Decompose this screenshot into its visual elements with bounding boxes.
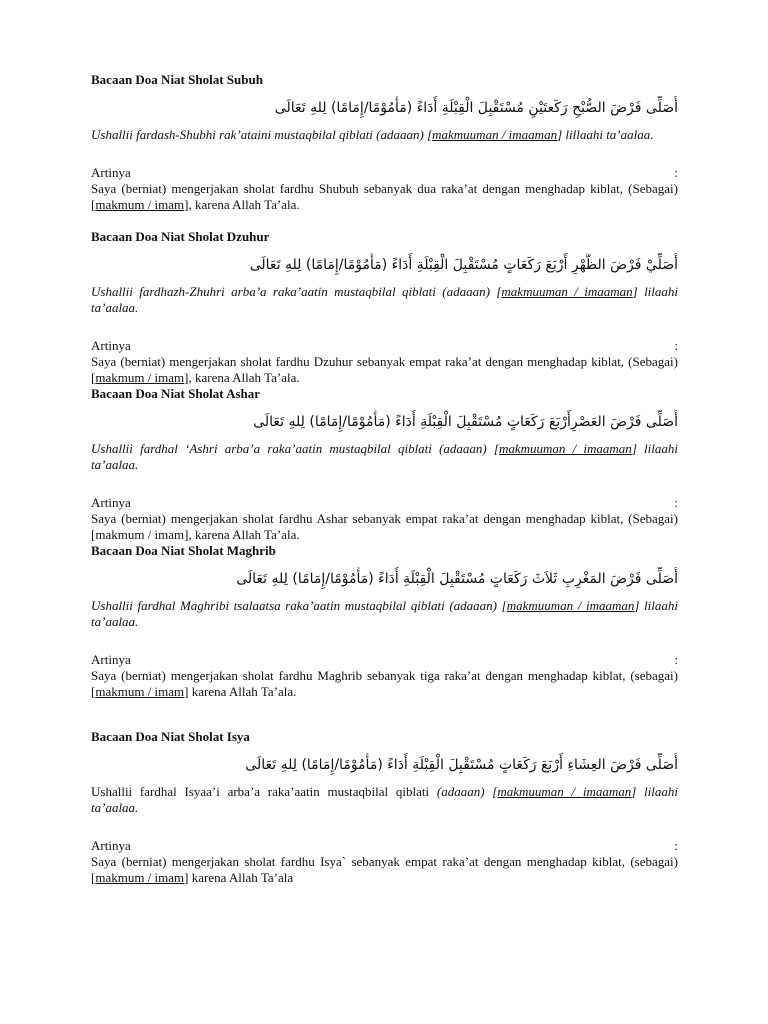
artinya-row bbox=[91, 338, 678, 354]
arabic-niat: أُصَلِّى فَرْضَ الصُّبْحِ رَكَعتَيْنِ مُسْتَقْبِلَ الْقِبْلَةِ أَدَاءً (مَأْمُوْمًا/إِمَامًا) لِلهِ تَعَالَى bbox=[274, 100, 678, 116]
arabic-niat: أُصَلِّى فَرْضَ العِشَاءِ أَرْبَعَ رَكَعَاتٍ مُسْتَقْبِلَ الْقِبْلَةِ أَدَاءً (مَأْمُوْمًا/إِمَامًا) لِلهِ تَعَالَى bbox=[245, 757, 678, 773]
latin-transliteration bbox=[91, 441, 678, 473]
meaning-part: Saya (berniat) mengerjakan sholat fardhu Isya` sebanyak empat raka’at dengan menghadap kiblat, (sebagai) [ bbox=[91, 854, 678, 885]
section-subuh bbox=[91, 72, 678, 213]
artinya-colon: : bbox=[674, 652, 678, 667]
meaning-part-end: ], karena Allah Ta’ala. bbox=[184, 370, 300, 385]
section-heading: Bacaan Doa Niat Sholat Ashar bbox=[91, 386, 261, 401]
latin-text: Ushallii fardhal ‘Ashri arba’a raka’aatin mustaqbilal qiblati (adaaan) [ bbox=[91, 441, 499, 456]
artinya-label: Artinya bbox=[91, 652, 131, 667]
latin-underlined: makmuuman / imaaman bbox=[497, 784, 632, 799]
artinya-row bbox=[91, 495, 678, 511]
latin-text-italic: (adaaan) [ bbox=[436, 784, 498, 799]
artinya-row bbox=[91, 165, 678, 181]
artinya-colon: : bbox=[674, 495, 678, 510]
latin-text-end: ] lilaahi ta’aalaa. bbox=[91, 784, 678, 815]
latin-text-end: ] lilaahi ta’aalaa. bbox=[91, 598, 679, 629]
meaning-underlined: makmum / imam bbox=[95, 684, 185, 699]
meaning-text bbox=[91, 668, 678, 700]
section-dzuhur bbox=[91, 229, 678, 386]
latin-text: Ushallii fardhal Isyaa’i arba’a raka’aatin mustaqbilal qiblati bbox=[91, 784, 437, 799]
section-heading: Bacaan Doa Niat Sholat Isya bbox=[91, 729, 250, 744]
meaning-underlined: makmum / imam bbox=[95, 870, 185, 885]
meaning-part-end: ] karena Allah Ta’ala bbox=[184, 870, 294, 885]
latin-underlined: makmuuman / imaaman bbox=[506, 598, 635, 613]
latin-transliteration bbox=[91, 598, 678, 630]
latin-transliteration bbox=[91, 127, 678, 143]
meaning-underlined: makmum / imam bbox=[95, 370, 185, 385]
section-ashar bbox=[91, 386, 678, 543]
artinya-label: Artinya bbox=[91, 838, 131, 853]
meaning-part: Saya (berniat) mengerjakan sholat fardhu Maghrib sebanyak tiga raka’at dengan menghadap kiblat, (sebagai) [ bbox=[91, 668, 678, 699]
latin-text: Ushallii fardhazh-Zhuhri arba’a raka’aatin mustaqbilal qiblati (adaaan) [ bbox=[91, 284, 502, 299]
artinya-label: Artinya bbox=[91, 338, 131, 353]
latin-text-end: ] lillaahi ta’aalaa. bbox=[557, 127, 654, 142]
latin-text: Ushallii fardhal Maghribi tsalaatsa raka’aatin mustaqbilal qiblati (adaaan) [ bbox=[91, 598, 507, 613]
section-isya bbox=[91, 729, 678, 886]
latin-transliteration bbox=[91, 284, 678, 316]
artinya-row bbox=[91, 652, 678, 668]
artinya-label: Artinya bbox=[91, 165, 131, 180]
arabic-niat: أُصَلِّيْ فَرْضَ الظُّهْرِ أَرْبَعَ رَكَعَاتٍ مُسْتَقْبِلَ الْقِبْلَةِ أَدَاءً (مَأْمُوْمًا/إِمَامًا) لِلهِ تَعَالَى bbox=[249, 257, 678, 273]
meaning-part-end: ] karena Allah Ta’ala. bbox=[184, 684, 297, 699]
meaning-text bbox=[91, 511, 678, 543]
artinya-colon: : bbox=[674, 838, 678, 853]
meaning-underlined: makmum / imam bbox=[95, 197, 185, 212]
latin-underlined: makmuuman / imaaman bbox=[499, 441, 632, 456]
meaning-text bbox=[91, 854, 678, 886]
section-heading: Bacaan Doa Niat Sholat Subuh bbox=[91, 72, 263, 87]
artinya-label: Artinya bbox=[91, 495, 131, 510]
meaning-part: Saya (berniat) mengerjakan sholat fardhu Dzuhur sebanyak empat raka’at dengan menghadap kiblat, (Sebagai) [ bbox=[91, 354, 678, 385]
section-heading: Bacaan Doa Niat Sholat Maghrib bbox=[91, 543, 276, 558]
latin-underlined: makmuuman / imaaman bbox=[432, 127, 558, 142]
meaning-part: Saya (berniat) mengerjakan sholat fardhu Ashar sebanyak empat raka’at dengan menghadap kiblat, (Sebagai) [makmum / imam], karena Allah Ta’ala. bbox=[91, 511, 678, 542]
latin-text-end: ] lilaahi ta’aalaa. bbox=[91, 284, 679, 315]
latin-text-end: ] lilaahi ta’aalaa. bbox=[91, 441, 679, 472]
meaning-part: Saya (berniat) mengerjakan sholat fardhu Shubuh sebanyak dua raka’at dengan menghadap kiblat, (Sebagai) [ bbox=[91, 181, 678, 212]
latin-transliteration bbox=[91, 784, 678, 816]
meaning-part-end: ], karena Allah Ta’ala. bbox=[184, 197, 300, 212]
section-heading: Bacaan Doa Niat Sholat Dzuhur bbox=[91, 229, 270, 244]
arabic-niat: أُصَلِّى فَرْضَ العَصْرِأَرْبَعَ رَكَعَاتٍ مُسْتَقْبِلَ الْقِبْلَةِ أَدَاءً (مَأْمُوْمًا/إِمَامًا) لِلهِ تَعَالَى bbox=[253, 414, 678, 430]
meaning-text bbox=[91, 354, 678, 386]
meaning-text bbox=[91, 181, 678, 213]
section-maghrib bbox=[91, 543, 678, 700]
latin-text: Ushallii fardash-Shubhi rak’ataini mustaqbilal qiblati (adaaan) [ bbox=[91, 127, 433, 142]
latin-underlined: makmuuman / imaaman bbox=[501, 284, 633, 299]
artinya-colon: : bbox=[674, 165, 678, 180]
artinya-colon: : bbox=[674, 338, 678, 353]
arabic-niat: أُصَلِّى فَرْضَ المَغْرِبِ ثَلاَثَ رَكَعَاتٍ مُسْتَقْبِلَ الْقِبْلَةِ أَدَاءً (مَأْمُوْمًا/إِمَامًا) لِلهِ تَعَالَى bbox=[236, 571, 678, 587]
artinya-row bbox=[91, 838, 678, 854]
